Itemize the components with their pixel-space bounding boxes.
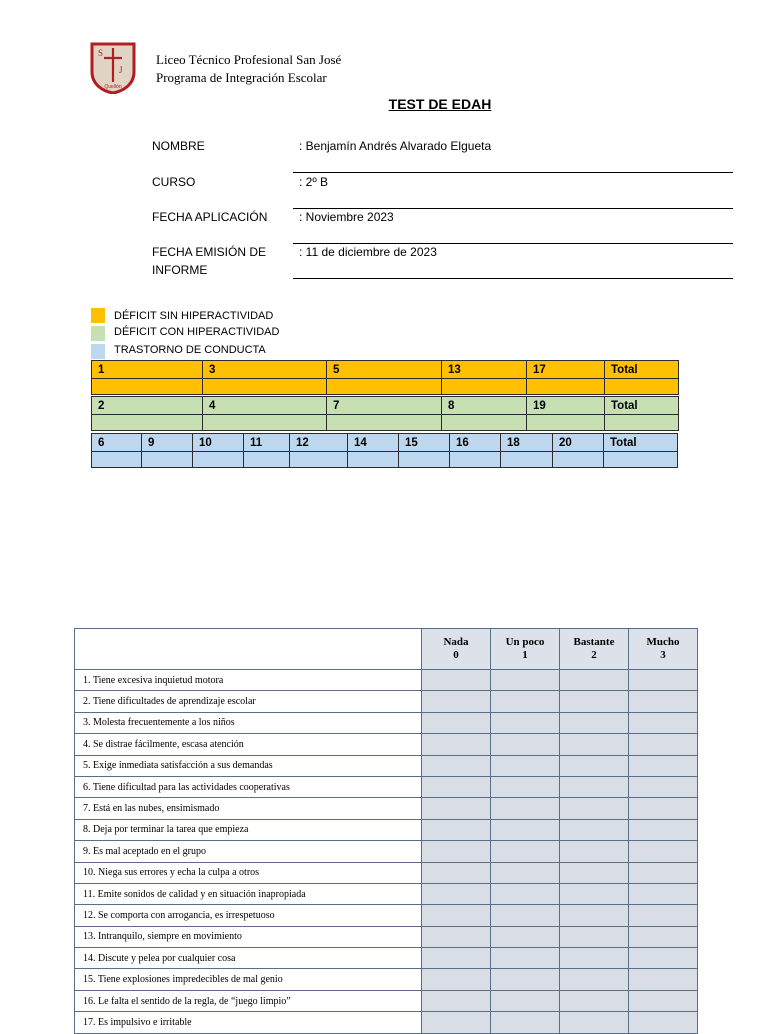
answer-cell-un-poco[interactable] [491, 776, 560, 797]
score-entry-cell[interactable] [327, 379, 442, 395]
legend-label-sin-hiperactividad: DÉFICIT SIN HIPERACTIVIDAD [114, 310, 274, 322]
program-name: Programa de Integración Escolar [156, 70, 327, 85]
answer-cell-mucho[interactable] [629, 1012, 698, 1033]
score-entry-cell[interactable] [605, 379, 679, 395]
item-text: 5. Exige inmediata satisfacción a sus demandas [75, 755, 422, 776]
answer-cell-bastante[interactable] [560, 841, 629, 862]
answer-cell-bastante[interactable] [560, 734, 629, 755]
item-row [75, 926, 698, 947]
answer-cell-mucho[interactable] [629, 776, 698, 797]
score-table-sin-hiperactividad [91, 360, 679, 395]
item-row [75, 841, 698, 862]
score-entry-row [92, 452, 678, 468]
answer-cell-un-poco[interactable] [491, 862, 560, 883]
header-mucho [629, 629, 698, 670]
score-entry-cell[interactable] [450, 452, 501, 468]
page-title: TEST DE EDAH [388, 96, 492, 112]
answer-cell-mucho[interactable] [629, 734, 698, 755]
fecha-emision-label-2: INFORME [152, 263, 208, 277]
answer-cell-bastante[interactable] [560, 691, 629, 712]
answer-cell-bastante[interactable] [560, 712, 629, 733]
score-entry-cell[interactable] [399, 452, 450, 468]
legend-swatch-sin-hiperactividad [91, 308, 105, 323]
curso-value: : 2º B [299, 175, 329, 189]
answer-cell-mucho[interactable] [629, 905, 698, 926]
item-text: 14. Discute y pelea por cualquier cosa [75, 948, 422, 969]
answer-cell-mucho[interactable] [629, 948, 698, 969]
score-entry-cell[interactable] [244, 452, 290, 468]
answer-cell-un-poco[interactable] [491, 926, 560, 947]
answer-cell-un-poco[interactable] [491, 883, 560, 904]
items-header-blank [75, 629, 422, 670]
answer-cell-nada[interactable] [422, 691, 491, 712]
item-row [75, 734, 698, 755]
answer-cell-bastante[interactable] [560, 798, 629, 819]
score-cell: 6 [92, 434, 142, 452]
answer-cell-nada[interactable] [422, 905, 491, 926]
score-cell: 18 [501, 434, 553, 452]
score-total-cell: Total [605, 361, 679, 379]
answer-cell-nada[interactable] [422, 969, 491, 990]
score-header-row [92, 397, 679, 415]
answer-cell-nada[interactable] [422, 798, 491, 819]
answer-cell-nada[interactable] [422, 841, 491, 862]
header-mucho-label: Mucho [646, 636, 680, 648]
answer-cell-bastante[interactable] [560, 755, 629, 776]
score-cell: 7 [327, 397, 442, 415]
header-un-poco-value: 1 [522, 649, 528, 661]
answer-cell-mucho[interactable] [629, 969, 698, 990]
score-entry-cell[interactable] [527, 415, 605, 431]
answer-cell-nada[interactable] [422, 883, 491, 904]
item-row [75, 1012, 698, 1033]
score-total-cell: Total [605, 397, 679, 415]
fecha-aplicacion-value: : Noviembre 2023 [299, 210, 394, 224]
answer-cell-nada[interactable] [422, 755, 491, 776]
answer-cell-bastante[interactable] [560, 862, 629, 883]
score-entry-row [92, 379, 679, 395]
items-header-row [75, 629, 698, 670]
logo-letter-j: J [119, 65, 123, 75]
answer-cell-mucho[interactable] [629, 862, 698, 883]
score-entry-cell[interactable] [203, 415, 327, 431]
header-bastante [560, 629, 629, 670]
answer-cell-bastante[interactable] [560, 819, 629, 840]
curso-label: CURSO [152, 175, 196, 189]
answer-cell-bastante[interactable] [560, 1012, 629, 1033]
answer-cell-un-poco[interactable] [491, 691, 560, 712]
item-text: 13. Intranquilo, siempre en movimiento [75, 926, 422, 947]
legend-label-con-hiperactividad: DÉFICIT CON HIPERACTIVIDAD [114, 326, 280, 338]
item-text: 17. Es impulsivo e irritable [75, 1012, 422, 1033]
score-header-row [92, 361, 679, 379]
nombre-rule [293, 172, 733, 173]
school-name: Liceo Técnico Profesional San José [156, 52, 342, 67]
score-entry-cell[interactable] [142, 452, 193, 468]
score-entry-cell[interactable] [193, 452, 244, 468]
school-logo [90, 42, 136, 94]
item-text: 7. Está en las nubes, ensimismado [75, 798, 422, 819]
score-entry-cell[interactable] [442, 379, 527, 395]
answer-cell-mucho[interactable] [629, 670, 698, 691]
answer-cell-mucho[interactable] [629, 990, 698, 1011]
header-nada [422, 629, 491, 670]
score-cell: 5 [327, 361, 442, 379]
answer-cell-nada[interactable] [422, 670, 491, 691]
item-text: 11. Emite sonidos de calidad y en situación inapropiada [75, 883, 422, 904]
score-table-con-hiperactividad [91, 396, 679, 431]
answer-cell-mucho[interactable] [629, 798, 698, 819]
answer-cell-mucho[interactable] [629, 819, 698, 840]
answer-cell-un-poco[interactable] [491, 670, 560, 691]
answer-cell-nada[interactable] [422, 862, 491, 883]
header-un-poco-label: Un poco [505, 636, 545, 648]
answer-cell-un-poco[interactable] [491, 841, 560, 862]
score-cell: 17 [527, 361, 605, 379]
legend-label-trastorno-conducta: TRASTORNO DE CONDUCTA [114, 344, 266, 356]
answer-cell-un-poco[interactable] [491, 948, 560, 969]
answer-cell-mucho[interactable] [629, 755, 698, 776]
item-row [75, 948, 698, 969]
legend-swatch-con-hiperactividad [91, 326, 105, 341]
score-cell: 9 [142, 434, 193, 452]
item-row [75, 798, 698, 819]
score-entry-cell[interactable] [604, 452, 678, 468]
item-row [75, 990, 698, 1011]
answer-cell-nada[interactable] [422, 926, 491, 947]
fecha-emision-value: : 11 de diciembre de 2023 [299, 245, 437, 259]
item-text: 9. Es mal aceptado en el grupo [75, 841, 422, 862]
score-entry-cell[interactable] [327, 415, 442, 431]
item-text: 8. Deja por terminar la tarea que empieza [75, 819, 422, 840]
logo-caption: Quellón [104, 84, 122, 90]
item-text: 12. Se comporta con arrogancia, es irrespetuoso [75, 905, 422, 926]
answer-cell-mucho[interactable] [629, 712, 698, 733]
header-nada-label: Nada [443, 636, 469, 648]
answer-cell-bastante[interactable] [560, 990, 629, 1011]
item-text: 6. Tiene dificultad para las actividades cooperativas [75, 776, 422, 797]
score-entry-cell[interactable] [553, 452, 604, 468]
item-text: 3. Molesta frecuentemente a los niños [75, 712, 422, 733]
score-cell: 12 [290, 434, 348, 452]
score-cell: 20 [553, 434, 604, 452]
score-cell: 8 [442, 397, 527, 415]
header-bastante-value: 2 [591, 649, 597, 661]
answer-cell-nada[interactable] [422, 776, 491, 797]
score-cell: 1 [92, 361, 203, 379]
score-cell: 11 [244, 434, 290, 452]
score-entry-cell[interactable] [92, 379, 203, 395]
answer-cell-un-poco[interactable] [491, 819, 560, 840]
nombre-value: : Benjamín Andrés Alvarado Elgueta [299, 139, 492, 153]
fecha-aplicacion-rule [293, 243, 733, 244]
answer-cell-bastante[interactable] [560, 883, 629, 904]
item-row [75, 712, 698, 733]
score-entry-cell[interactable] [527, 379, 605, 395]
score-cell: 13 [442, 361, 527, 379]
logo-letter-s: S [98, 48, 104, 58]
answer-cell-nada[interactable] [422, 990, 491, 1011]
nombre-label: NOMBRE [152, 139, 205, 153]
score-entry-cell[interactable] [290, 452, 348, 468]
answer-cell-mucho[interactable] [629, 883, 698, 904]
score-cell: 3 [203, 361, 327, 379]
answer-cell-bastante[interactable] [560, 948, 629, 969]
item-text: 4. Se distrae fácilmente, escasa atención [75, 734, 422, 755]
score-entry-cell[interactable] [442, 415, 527, 431]
item-row [75, 883, 698, 904]
answer-cell-un-poco[interactable] [491, 990, 560, 1011]
score-entry-cell[interactable] [348, 452, 399, 468]
score-entry-cell[interactable] [203, 379, 327, 395]
score-entry-row [92, 415, 679, 431]
item-text: 15. Tiene explosiones impredecibles de mal genio [75, 969, 422, 990]
answer-cell-nada[interactable] [422, 712, 491, 733]
item-text: 1. Tiene excesiva inquietud motora [75, 670, 422, 691]
answer-cell-nada[interactable] [422, 734, 491, 755]
header-nada-value: 0 [453, 649, 459, 661]
score-cell: 16 [450, 434, 501, 452]
score-table-trastorno-conducta [91, 433, 678, 468]
item-row [75, 670, 698, 691]
answer-cell-un-poco[interactable] [491, 969, 560, 990]
answer-cell-nada[interactable] [422, 819, 491, 840]
item-text: 2. Tiene dificultades de aprendizaje escolar [75, 691, 422, 712]
score-entry-cell[interactable] [501, 452, 553, 468]
item-text: 16. Le falta el sentido de la regla, de “juego limpio” [75, 990, 422, 1011]
answer-cell-mucho[interactable] [629, 841, 698, 862]
answer-cell-un-poco[interactable] [491, 798, 560, 819]
score-cell: 10 [193, 434, 244, 452]
legend-swatch-trastorno-conducta [91, 344, 105, 359]
answer-cell-mucho[interactable] [629, 926, 698, 947]
score-header-row [92, 434, 678, 452]
score-cell: 15 [399, 434, 450, 452]
edah-items-table [74, 628, 698, 1034]
curso-rule [293, 208, 733, 209]
header-bastante-label: Bastante [573, 636, 615, 648]
header-mucho-value: 3 [660, 649, 666, 661]
answer-cell-nada[interactable] [422, 948, 491, 969]
item-text: 10. Niega sus errores y echa la culpa a otros [75, 862, 422, 883]
answer-cell-un-poco[interactable] [491, 712, 560, 733]
score-cell: 14 [348, 434, 399, 452]
score-cell: 2 [92, 397, 203, 415]
fecha-emision-label-1: FECHA EMISIÓN DE [152, 245, 267, 259]
answer-cell-nada[interactable] [422, 1012, 491, 1033]
fecha-emision-rule [293, 278, 733, 279]
item-row [75, 969, 698, 990]
score-cell: 19 [527, 397, 605, 415]
item-row [75, 755, 698, 776]
item-row [75, 691, 698, 712]
answer-cell-bastante[interactable] [560, 670, 629, 691]
answer-cell-bastante[interactable] [560, 969, 629, 990]
item-row [75, 862, 698, 883]
answer-cell-bastante[interactable] [560, 905, 629, 926]
answer-cell-un-poco[interactable] [491, 1012, 560, 1033]
answer-cell-mucho[interactable] [629, 691, 698, 712]
answer-cell-un-poco[interactable] [491, 905, 560, 926]
score-entry-cell[interactable] [92, 415, 203, 431]
score-total-cell: Total [604, 434, 678, 452]
header-un-poco [491, 629, 560, 670]
answer-cell-bastante[interactable] [560, 926, 629, 947]
answer-cell-bastante[interactable] [560, 776, 629, 797]
answer-cell-un-poco[interactable] [491, 755, 560, 776]
item-row [75, 819, 698, 840]
item-row [75, 905, 698, 926]
score-cell: 4 [203, 397, 327, 415]
fecha-aplicacion-label: FECHA APLICACIÓN [152, 210, 268, 224]
answer-cell-un-poco[interactable] [491, 734, 560, 755]
item-row [75, 776, 698, 797]
score-entry-cell[interactable] [605, 415, 679, 431]
score-entry-cell[interactable] [92, 452, 142, 468]
